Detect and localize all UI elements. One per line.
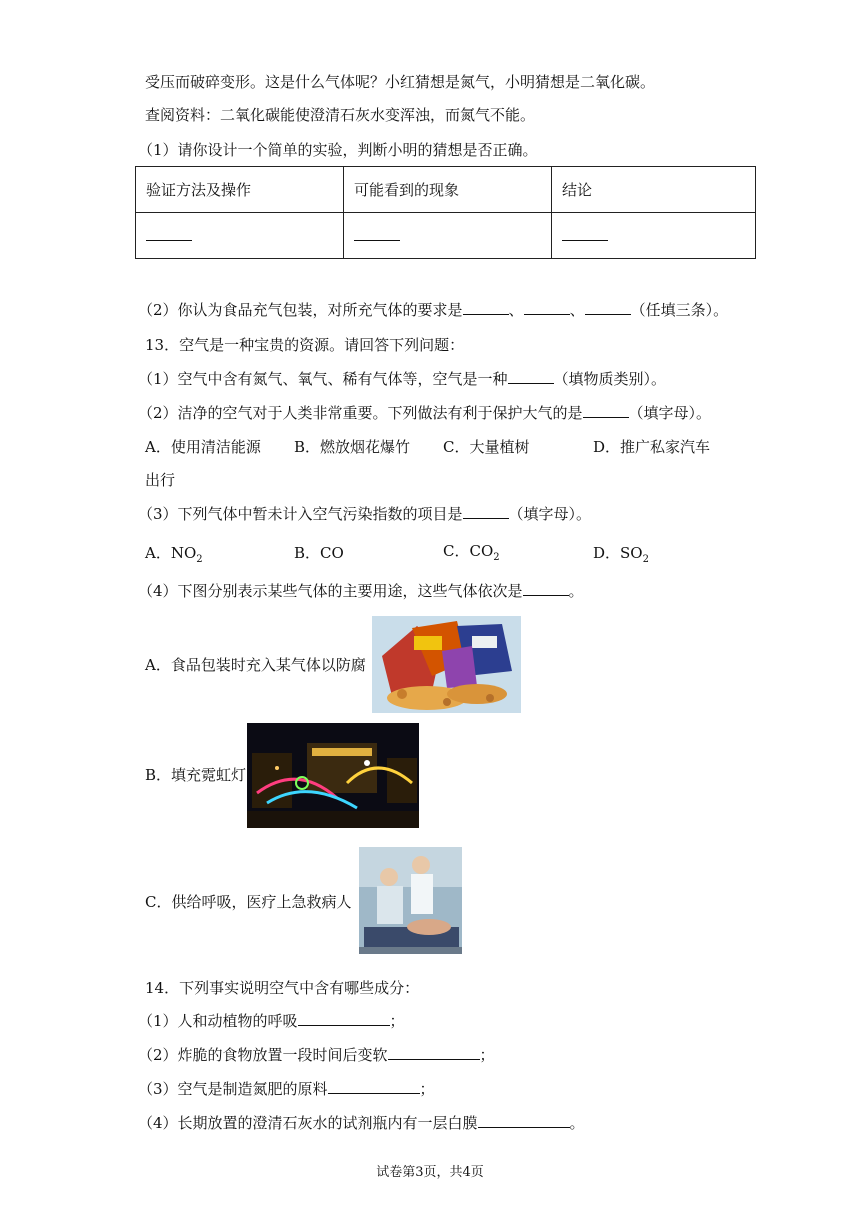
- option-b: B．燃放烟花爆竹: [294, 438, 411, 456]
- experiment-table: [135, 166, 756, 259]
- question-14-item-3: （3）空气是制造氮肥的原料 ；: [138, 1080, 435, 1098]
- formula-option-a: A．$NO_2$: [145, 544, 203, 565]
- table-header-conclusion: 结论: [552, 167, 756, 213]
- snack-food-photo: [372, 616, 521, 713]
- answer-blank: [523, 581, 569, 596]
- formula-option-b: B．CO: [294, 544, 344, 562]
- intro-line-1: 受压而破碎变形。这是什么气体呢？小红猜想是氮气，小明猜想是二氧化碳。: [145, 73, 656, 91]
- question-13-part-2: （2）洁净的空气对于人类非常重要。下列做法有利于保护大气的是 （填字母）。: [138, 404, 712, 422]
- answer-blank: [585, 300, 631, 315]
- question-14-item-4: （4）长期放置的澄清石灰水的试剂瓶内有一层白膜 。: [138, 1114, 585, 1132]
- question-13-title: 13．空气是一种宝贵的资源。请回答下列问题：: [145, 336, 465, 354]
- formula-option-c: C．$CO_2$: [443, 542, 500, 563]
- use-a-label: A．食品包装时充入某气体以防腐: [145, 656, 366, 674]
- neon-lights-photo: [247, 723, 419, 828]
- question-14-title: 14．下列事实说明空气中含有哪些成分：: [145, 979, 420, 997]
- option-a: A．使用清洁能源: [145, 438, 261, 456]
- answer-blank: [298, 1011, 390, 1026]
- answer-blank: [328, 1079, 420, 1094]
- answer-blank: [508, 369, 554, 384]
- use-c-label: C．供给呼吸，医疗上急救病人: [145, 893, 352, 911]
- question-12-part-2: （2）你认为食品充气包装，对所充气体的要求是 、 、 （任填三条）。: [138, 301, 729, 319]
- option-c: C．大量植树: [443, 438, 530, 456]
- answer-blank: [583, 403, 629, 418]
- medical-rescue-photo: [359, 847, 462, 954]
- option-d-wrap: 出行: [145, 471, 176, 489]
- question-12-part-1: （1）请你设计一个简单的实验，判断小明的猜想是否正确。: [138, 141, 538, 159]
- question-14-item-2: （2）炸脆的食物放置一段时间后变软 ；: [138, 1046, 495, 1064]
- answer-blank: [524, 300, 570, 315]
- answer-blank: [146, 226, 192, 241]
- table-header-row: [136, 167, 756, 213]
- table-header-method: 验证方法及操作: [136, 167, 344, 213]
- answer-blank: [562, 226, 608, 241]
- answer-blank: [388, 1045, 480, 1060]
- answer-blank: [463, 300, 509, 315]
- question-13-part-1: （1）空气中含有氮气、氧气、稀有气体等，空气是一种 （填物质类别）。: [138, 370, 667, 388]
- table-header-phenomenon: 可能看到的现象: [344, 167, 552, 213]
- formula-option-d: D．$SO_2$: [593, 544, 649, 565]
- use-b-label: B．填充霓虹灯: [145, 766, 247, 784]
- table-row: [136, 213, 756, 259]
- intro-line-2: 查阅资料：二氧化碳能使澄清石灰水变浑浊，而氮气不能。: [145, 106, 536, 124]
- page-footer: 试卷第3页，共4页: [376, 1165, 484, 1180]
- answer-blank: [478, 1113, 570, 1128]
- answer-blank: [463, 504, 509, 519]
- question-13-part-3: （3）下列气体中暂未计入空气污染指数的项目是 （填字母）。: [138, 505, 592, 523]
- answer-blank: [354, 226, 400, 241]
- question-13-part-4: （4）下图分别表示某些气体的主要用途，这些气体依次是 。: [138, 582, 584, 600]
- question-14-item-1: （1）人和动植物的呼吸 ；: [138, 1012, 405, 1030]
- option-d: D．推广私家汽车: [593, 438, 711, 456]
